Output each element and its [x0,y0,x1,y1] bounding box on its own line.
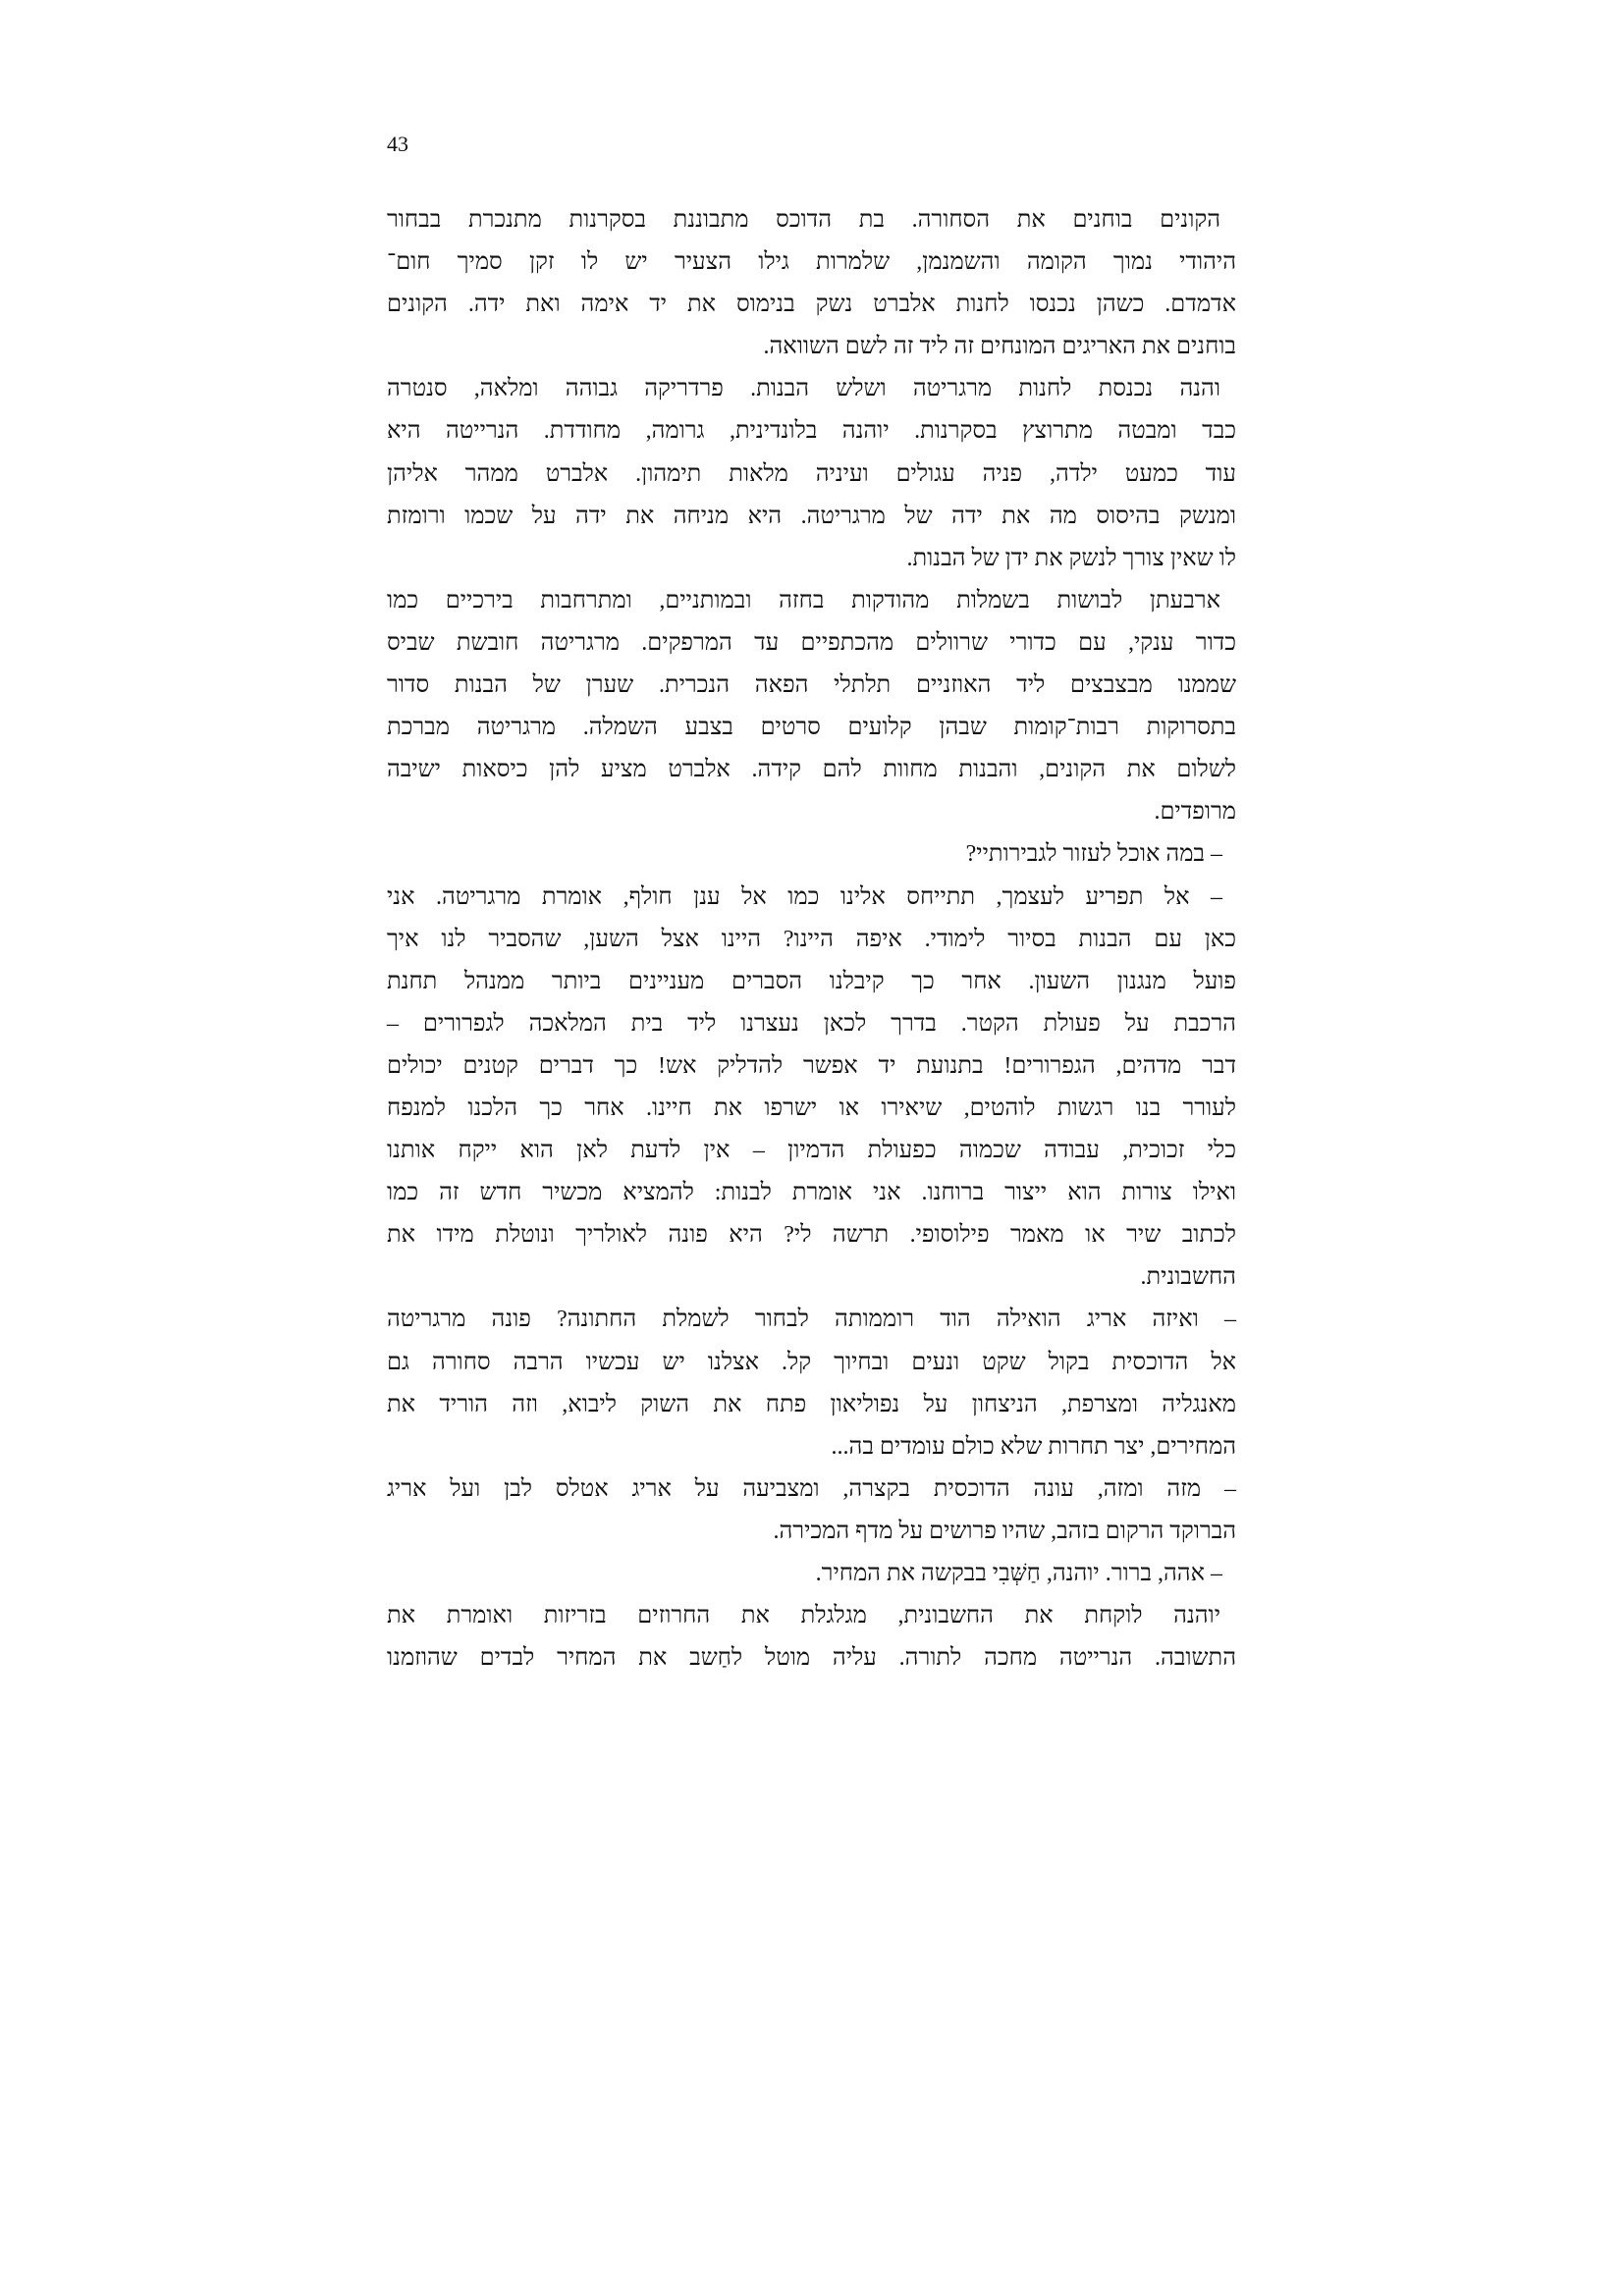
text-line: – אל תפריע לעצמך, תתייחס אלינו כמו אל ענן חולף, אומרת מרגריטה. אני [387,883,1222,910]
text-line: ומנשק בהיסוס מה את ידה של מרגריטה. היא מניחה את ידה על שכמו ורומזת [387,503,1236,529]
text-line: פועל מנגנון השעון. אחר כך קיבלנו הסברים מעניינים ביותר ממנהל תחנת [387,968,1236,994]
text-line: ואילו צורות הוא ייצור ברוחנו. אני אומרת לבנות: להמציא מכשיר חדש זה כמו [387,1180,1236,1206]
text-line: התשובה. הנרייטה מחכה לתורה. עליה מוטל לחַשב את המחיר לבדים שהוזמנו [387,1645,1236,1672]
text-line: כדור ענקי, עם כדורי שרוולים מהכתפיים עד המרפקים. מרגריטה חובשת שביס [387,629,1236,656]
body-text [387,199,1236,1680]
text-line: יוהנה לוקחת את החשבונית, מגלגלת את החרוזים בזריזות ואומרת את [387,1603,1220,1629]
text-line: החשבונית. [1140,1264,1236,1291]
text-line: המחירים, יצר תחרות שלא כולם עומדים בה... [831,1433,1236,1460]
text-line: אל הדוכסית בקול שקט ונעים ובחיוך קל. אצלנו יש עכשיו הרבה סחורה גם [387,1349,1236,1375]
text-line: עוד כמעט ילדה, פניה עגולים ועיניה מלאות תימהון. אלברט ממהר אליהן [387,460,1236,487]
text-line: אדמדם. כשהן נכנסו לחנות אלברט נשק בנימוס את יד אימה ואת ידה. הקונים [387,292,1236,318]
text-line: – במה אוכל לעזור לגבירותיי? [965,841,1222,868]
text-line: כאן עם הבנות בסיור לימודי. איפה היינו? היינו אצל השען, שהסביר לנו איך [387,926,1236,952]
text-line: – מזה ומזה, עונה הדוכסית בקצרה, ומצביעה על אריג אטלס לבן ועל אריג [387,1475,1236,1502]
text-line: כלי זכוכית, עבודה שכמוה כפעולת הדמיון – אין לדעת לאן הוא ייקח אותנו [387,1138,1236,1164]
text-line: לשלום את הקונים, והבנות מחוות להם קידה. אלברט מציע להן כיסאות ישיבה [387,757,1236,783]
text-line: לעורר בנו רגשות לוהטים, שיאירו או ישרפו את חיינו. אחר כך הלכנו למנפח [387,1095,1236,1121]
text-line: הברוקד הרקום בזהב, שהיו פרושים על מדף המכירה. [773,1518,1236,1544]
text-line: לכתוב שיר או מאמר פילוסופי. תרשה לי? היא פונה לאולריך ונוטלת מידו את [387,1222,1236,1249]
text-line: בוחנים את האריגים המונחים זה ליד זה לשם השוואה. [763,334,1236,360]
text-line: ארבעתן לבושות בשמלות מהודקות בחזה ובמותניים, ומתרחבות בירכיים כמו [387,587,1220,614]
page-number: 43 [387,132,408,156]
text-line: מרופדים. [1154,799,1236,826]
text-line: מאנגליה ומצרפת, הניצחון על נפוליאון פתח את השוק ליבוא, וזה הוריד את [387,1391,1236,1417]
text-line: והנה נכנסת לחנות מרגריטה ושלש הבנות. פרדריקה גבוהה ומלאה, סנטרה [387,376,1220,402]
text-line: הקונים בוחנים את הסחורה. בת הדוכס מתבוננת בסקרנות מתנכרת בבחור [387,207,1220,233]
text-line: כבד ומבטה מתרוצץ בסקרנות. יוהנה בלונדינית, גרומה, מחודדת. הנרייטה היא [387,418,1236,445]
text-line: דבר מדהים, הגפרורים! בתנועת יד אפשר להדליק אש! כך דברים קטנים יכולים [387,1052,1236,1079]
text-line: – אהה, ברור. יוהנה, חַשְּׁבִי בבקשה את המחיר. [815,1561,1222,1586]
text-line: היהודי נמוך הקומה והשמנמן, שלמרות גילו הצעיר יש לו זקן סמיך חום־ [387,249,1236,276]
text-line: הרכבת על פעולת הקטר. בדרך לכאן נעצרנו ליד בית המלאכה לגפרורים – [387,1010,1236,1037]
text-line: בתסרוקות רבות־קומות שבהן קלועים סרטים בצבע השמלה. מרגריטה מברכת [387,715,1236,741]
text-line: לו שאין צורך לנשק את ידן של הבנות. [906,545,1236,571]
text-line: – ואיזה אריג הואילה הוד רוממותה לבחור לשמלת החתונה? פונה מרגריטה [387,1307,1236,1333]
text-line: שממנו מבצבצים ליד האוזניים תלתלי הפאה הנכרית. שערן של הבנות סדור [387,672,1236,699]
